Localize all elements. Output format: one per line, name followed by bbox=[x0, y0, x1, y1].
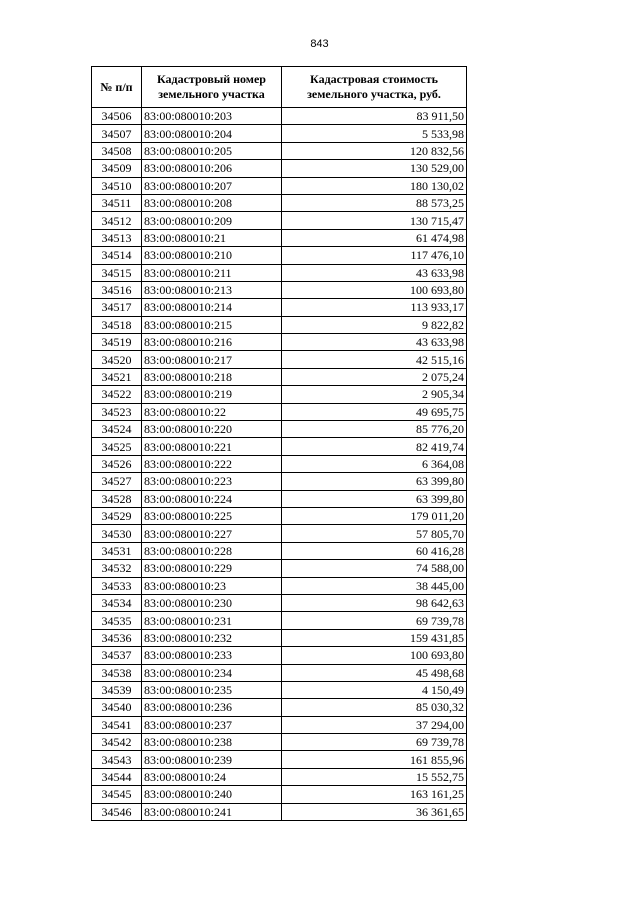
cadastral-number: 83:00:080010:237 bbox=[142, 716, 282, 733]
cadastral-number: 83:00:080010:232 bbox=[142, 629, 282, 646]
table-row bbox=[92, 768, 467, 785]
row-number: 34516 bbox=[92, 281, 142, 298]
cadastral-value: 57 805,70 bbox=[282, 525, 467, 542]
table-row bbox=[92, 177, 467, 194]
header-cadastral-number: Кадастровый номер земельного участка bbox=[142, 67, 282, 108]
row-number: 34513 bbox=[92, 229, 142, 246]
row-number: 34530 bbox=[92, 525, 142, 542]
header-number: № п/п bbox=[92, 67, 142, 108]
cadastral-value: 159 431,85 bbox=[282, 629, 467, 646]
cadastral-value: 45 498,68 bbox=[282, 664, 467, 681]
cadastral-number: 83:00:080010:213 bbox=[142, 281, 282, 298]
row-number: 34543 bbox=[92, 751, 142, 768]
cadastral-number: 83:00:080010:24 bbox=[142, 768, 282, 785]
row-number: 34525 bbox=[92, 438, 142, 455]
row-number: 34535 bbox=[92, 612, 142, 629]
row-number: 34508 bbox=[92, 142, 142, 159]
cadastral-value: 63 399,80 bbox=[282, 473, 467, 490]
table-row bbox=[92, 786, 467, 803]
cadastral-number: 83:00:080010:215 bbox=[142, 316, 282, 333]
cadastral-value: 5 533,98 bbox=[282, 125, 467, 142]
row-number: 34546 bbox=[92, 803, 142, 820]
table-row bbox=[92, 716, 467, 733]
row-number: 34518 bbox=[92, 316, 142, 333]
table-row bbox=[92, 229, 467, 246]
cadastral-number: 83:00:080010:231 bbox=[142, 612, 282, 629]
cadastral-value: 69 739,78 bbox=[282, 734, 467, 751]
cadastral-value: 100 693,80 bbox=[282, 647, 467, 664]
table-row bbox=[92, 734, 467, 751]
cadastral-value: 113 933,17 bbox=[282, 299, 467, 316]
row-number: 34521 bbox=[92, 368, 142, 385]
cadastral-number: 83:00:080010:218 bbox=[142, 368, 282, 385]
cadastral-value: 163 161,25 bbox=[282, 786, 467, 803]
cadastral-number: 83:00:080010:219 bbox=[142, 386, 282, 403]
table-row bbox=[92, 664, 467, 681]
table-row bbox=[92, 525, 467, 542]
cadastral-number: 83:00:080010:203 bbox=[142, 108, 282, 125]
cadastral-value: 43 633,98 bbox=[282, 264, 467, 281]
cadastral-value: 60 416,28 bbox=[282, 542, 467, 559]
cadastral-value: 85 030,32 bbox=[282, 699, 467, 716]
table-row bbox=[92, 316, 467, 333]
cadastral-value: 98 642,63 bbox=[282, 594, 467, 611]
cadastral-number: 83:00:080010:233 bbox=[142, 647, 282, 664]
table-row bbox=[92, 421, 467, 438]
cadastral-value: 85 776,20 bbox=[282, 421, 467, 438]
table-row bbox=[92, 681, 467, 698]
cadastral-number: 83:00:080010:236 bbox=[142, 699, 282, 716]
cadastral-value: 180 130,02 bbox=[282, 177, 467, 194]
table-row bbox=[92, 386, 467, 403]
row-number: 34520 bbox=[92, 351, 142, 368]
cadastral-value: 4 150,49 bbox=[282, 681, 467, 698]
row-number: 34510 bbox=[92, 177, 142, 194]
table-row bbox=[92, 212, 467, 229]
table-row bbox=[92, 299, 467, 316]
row-number: 34528 bbox=[92, 490, 142, 507]
table-body bbox=[92, 108, 467, 821]
cadastral-number: 83:00:080010:216 bbox=[142, 334, 282, 351]
cadastral-number: 83:00:080010:224 bbox=[142, 490, 282, 507]
table-row bbox=[92, 403, 467, 420]
cadastral-number: 83:00:080010:220 bbox=[142, 421, 282, 438]
cadastral-number: 83:00:080010:204 bbox=[142, 125, 282, 142]
table-row bbox=[92, 438, 467, 455]
table-row bbox=[92, 334, 467, 351]
cadastral-value: 38 445,00 bbox=[282, 577, 467, 594]
row-number: 34512 bbox=[92, 212, 142, 229]
row-number: 34522 bbox=[92, 386, 142, 403]
table-row bbox=[92, 247, 467, 264]
cadastral-number: 83:00:080010:205 bbox=[142, 142, 282, 159]
header-cadastral-value: Кадастровая стоимость земельного участка, руб. bbox=[282, 67, 467, 108]
table-row bbox=[92, 507, 467, 524]
cadastral-number: 83:00:080010:222 bbox=[142, 455, 282, 472]
table-row bbox=[92, 108, 467, 125]
cadastral-number: 83:00:080010:221 bbox=[142, 438, 282, 455]
row-number: 34519 bbox=[92, 334, 142, 351]
cadastral-number: 83:00:080010:211 bbox=[142, 264, 282, 281]
cadastral-value: 74 588,00 bbox=[282, 560, 467, 577]
cadastral-number: 83:00:080010:230 bbox=[142, 594, 282, 611]
table-row bbox=[92, 803, 467, 820]
cadastral-value: 37 294,00 bbox=[282, 716, 467, 733]
cadastral-number: 83:00:080010:206 bbox=[142, 160, 282, 177]
cadastral-number: 83:00:080010:235 bbox=[142, 681, 282, 698]
table-row bbox=[92, 142, 467, 159]
row-number: 34514 bbox=[92, 247, 142, 264]
cadastral-value: 82 419,74 bbox=[282, 438, 467, 455]
table-row bbox=[92, 751, 467, 768]
row-number: 34509 bbox=[92, 160, 142, 177]
table-row bbox=[92, 194, 467, 211]
table-row bbox=[92, 264, 467, 281]
row-number: 34536 bbox=[92, 629, 142, 646]
cadastral-number: 83:00:080010:207 bbox=[142, 177, 282, 194]
row-number: 34531 bbox=[92, 542, 142, 559]
cadastral-value: 100 693,80 bbox=[282, 281, 467, 298]
page-number: 843 bbox=[310, 38, 329, 50]
cadastral-number: 83:00:080010:210 bbox=[142, 247, 282, 264]
row-number: 34524 bbox=[92, 421, 142, 438]
row-number: 34527 bbox=[92, 473, 142, 490]
cadastral-number: 83:00:080010:23 bbox=[142, 577, 282, 594]
cadastral-number: 83:00:080010:238 bbox=[142, 734, 282, 751]
table-row bbox=[92, 542, 467, 559]
cadastral-value: 2 905,34 bbox=[282, 386, 467, 403]
table-row bbox=[92, 560, 467, 577]
cadastral-value: 179 011,20 bbox=[282, 507, 467, 524]
cadastral-value: 63 399,80 bbox=[282, 490, 467, 507]
cadastral-value: 2 075,24 bbox=[282, 368, 467, 385]
row-number: 34517 bbox=[92, 299, 142, 316]
cadastral-value: 130 529,00 bbox=[282, 160, 467, 177]
row-number: 34532 bbox=[92, 560, 142, 577]
cadastral-number: 83:00:080010:21 bbox=[142, 229, 282, 246]
cadastral-number: 83:00:080010:227 bbox=[142, 525, 282, 542]
cadastral-number: 83:00:080010:228 bbox=[142, 542, 282, 559]
row-number: 34534 bbox=[92, 594, 142, 611]
table-row bbox=[92, 490, 467, 507]
cadastral-value: 61 474,98 bbox=[282, 229, 467, 246]
row-number: 34511 bbox=[92, 194, 142, 211]
cadastral-number: 83:00:080010:217 bbox=[142, 351, 282, 368]
cadastral-number: 83:00:080010:214 bbox=[142, 299, 282, 316]
table-row bbox=[92, 473, 467, 490]
cadastral-number: 83:00:080010:209 bbox=[142, 212, 282, 229]
cadastral-value: 117 476,10 bbox=[282, 247, 467, 264]
cadastral-value: 9 822,82 bbox=[282, 316, 467, 333]
cadastral-number: 83:00:080010:229 bbox=[142, 560, 282, 577]
table-row bbox=[92, 351, 467, 368]
table-row bbox=[92, 612, 467, 629]
cadastral-value: 130 715,47 bbox=[282, 212, 467, 229]
cadastral-number: 83:00:080010:234 bbox=[142, 664, 282, 681]
table-row bbox=[92, 125, 467, 142]
header-row bbox=[92, 67, 467, 108]
cadastral-value: 161 855,96 bbox=[282, 751, 467, 768]
cadastral-value: 15 552,75 bbox=[282, 768, 467, 785]
table-row bbox=[92, 160, 467, 177]
table-row bbox=[92, 647, 467, 664]
cadastral-number: 83:00:080010:22 bbox=[142, 403, 282, 420]
table-header bbox=[92, 67, 467, 108]
row-number: 34539 bbox=[92, 681, 142, 698]
cadastral-value: 42 515,16 bbox=[282, 351, 467, 368]
cadastral-value: 43 633,98 bbox=[282, 334, 467, 351]
row-number: 34541 bbox=[92, 716, 142, 733]
row-number: 34540 bbox=[92, 699, 142, 716]
cadastral-number: 83:00:080010:225 bbox=[142, 507, 282, 524]
row-number: 34529 bbox=[92, 507, 142, 524]
cadastral-number: 83:00:080010:208 bbox=[142, 194, 282, 211]
table-row bbox=[92, 455, 467, 472]
cadastral-value: 69 739,78 bbox=[282, 612, 467, 629]
cadastre-table bbox=[91, 66, 467, 821]
cadastral-value: 36 361,65 bbox=[282, 803, 467, 820]
row-number: 34537 bbox=[92, 647, 142, 664]
row-number: 34515 bbox=[92, 264, 142, 281]
cadastral-value: 49 695,75 bbox=[282, 403, 467, 420]
row-number: 34506 bbox=[92, 108, 142, 125]
row-number: 34545 bbox=[92, 786, 142, 803]
cadastral-number: 83:00:080010:241 bbox=[142, 803, 282, 820]
cadastral-value: 6 364,08 bbox=[282, 455, 467, 472]
cadastral-value: 83 911,50 bbox=[282, 108, 467, 125]
cadastral-number: 83:00:080010:239 bbox=[142, 751, 282, 768]
row-number: 34544 bbox=[92, 768, 142, 785]
table-row bbox=[92, 699, 467, 716]
row-number: 34542 bbox=[92, 734, 142, 751]
row-number: 34507 bbox=[92, 125, 142, 142]
table-row bbox=[92, 594, 467, 611]
table-row bbox=[92, 368, 467, 385]
row-number: 34523 bbox=[92, 403, 142, 420]
table-row bbox=[92, 629, 467, 646]
row-number: 34533 bbox=[92, 577, 142, 594]
table-row bbox=[92, 281, 467, 298]
cadastral-number: 83:00:080010:240 bbox=[142, 786, 282, 803]
table-row bbox=[92, 577, 467, 594]
row-number: 34538 bbox=[92, 664, 142, 681]
cadastral-value: 88 573,25 bbox=[282, 194, 467, 211]
row-number: 34526 bbox=[92, 455, 142, 472]
cadastral-value: 120 832,56 bbox=[282, 142, 467, 159]
cadastral-number: 83:00:080010:223 bbox=[142, 473, 282, 490]
